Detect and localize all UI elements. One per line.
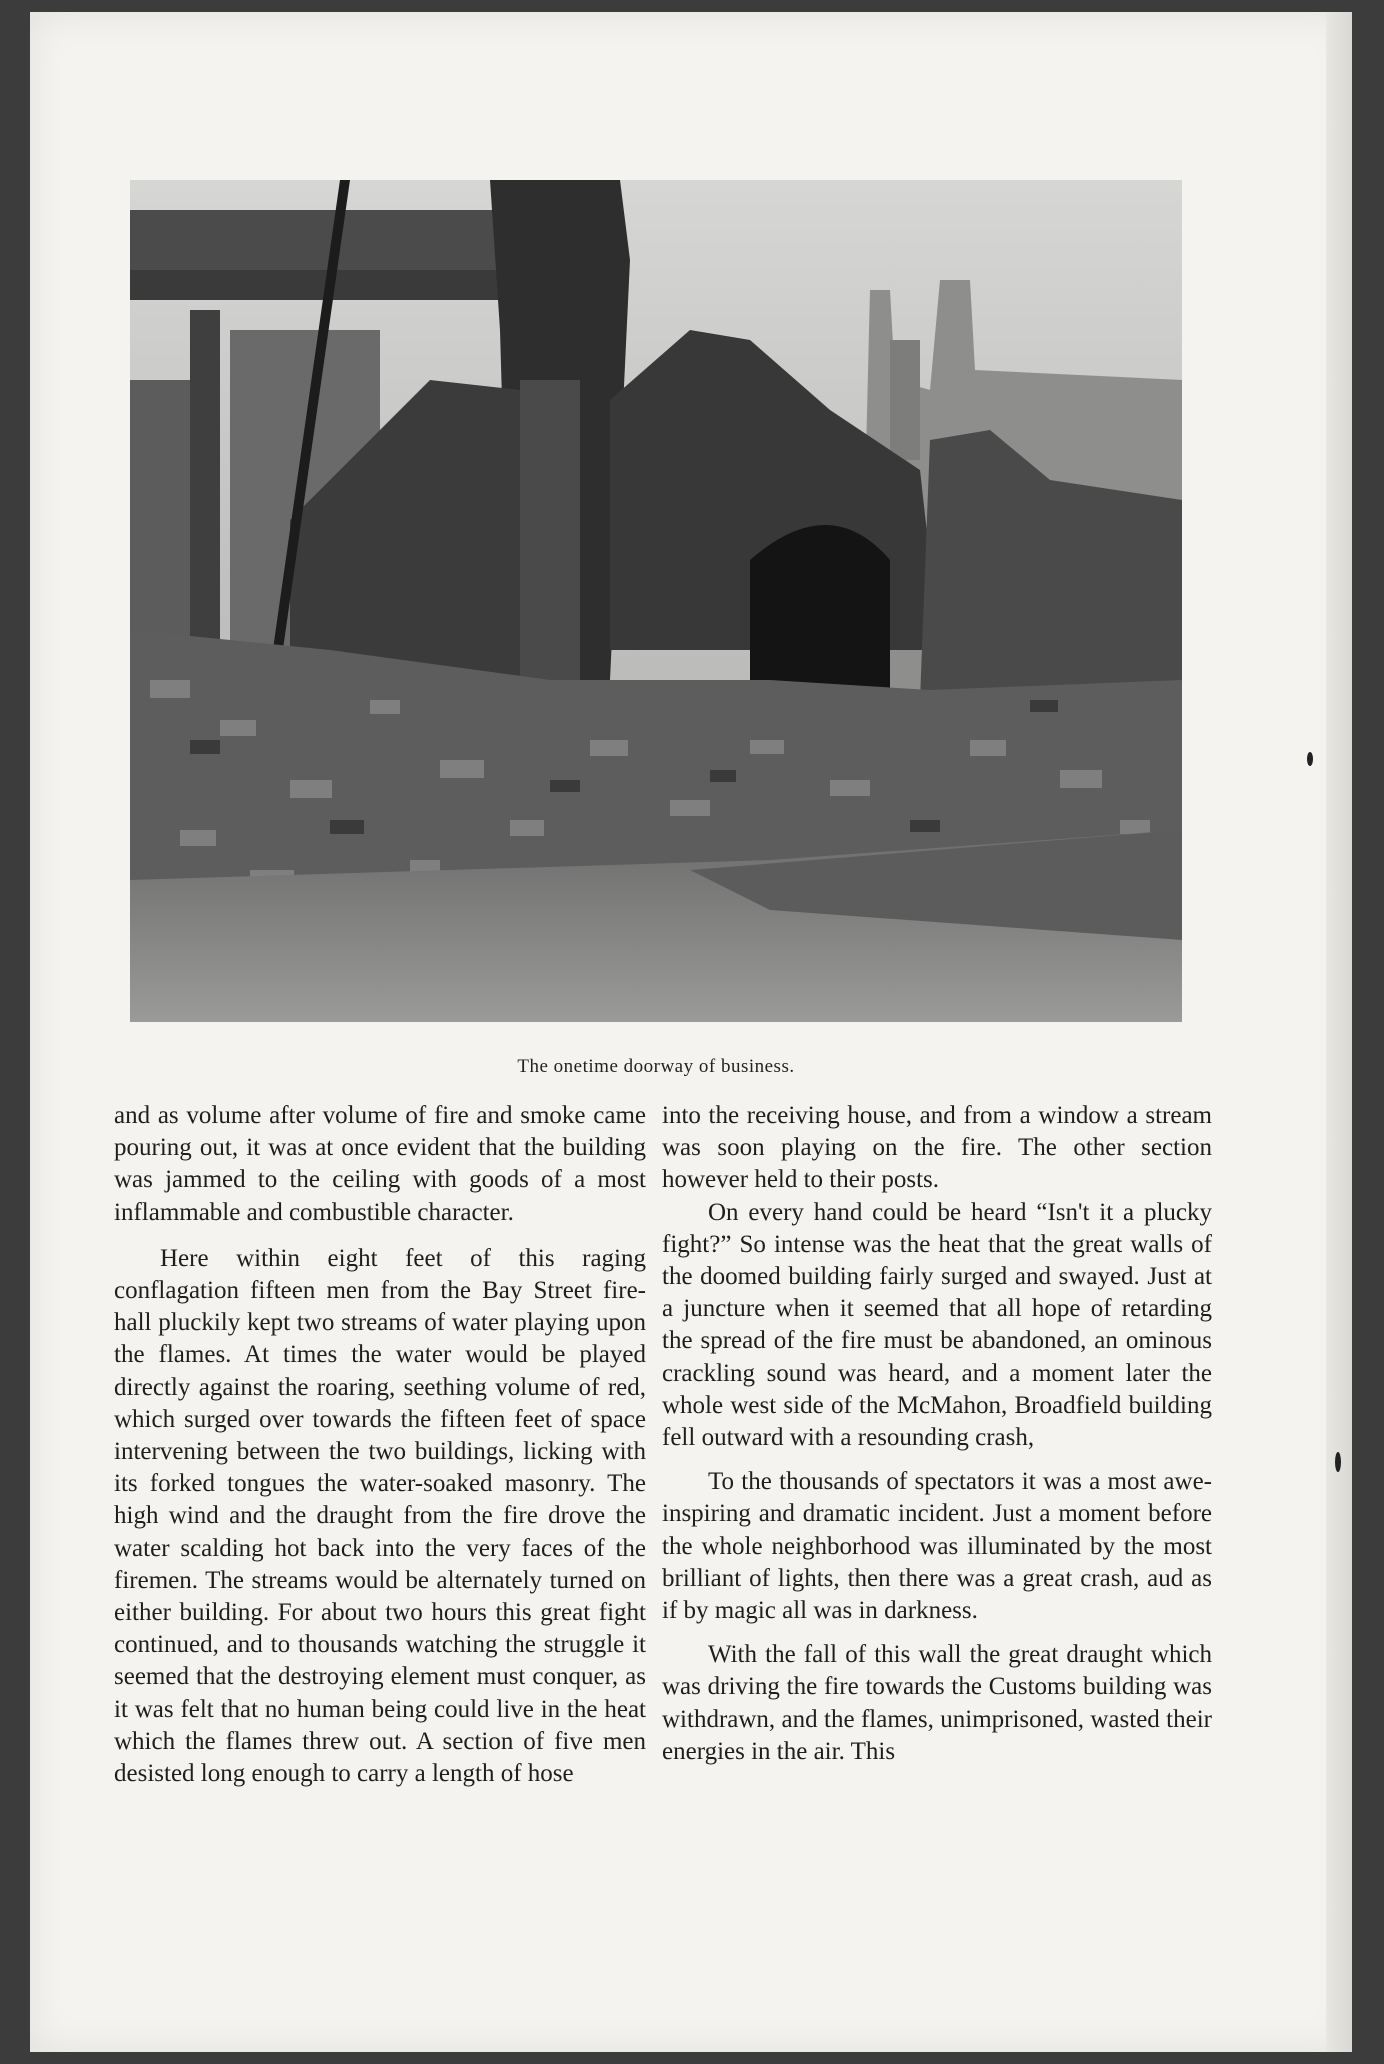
left-column xyxy=(114,1100,646,1790)
right-column xyxy=(662,1100,1212,1768)
ruins-photograph xyxy=(130,180,1182,1022)
paragraph: into the receiving house, and from a window a stream was soon playing on the fire. The other section however held to their posts. xyxy=(662,1102,1212,1194)
scan-mark xyxy=(1335,1452,1341,1472)
page-edge xyxy=(1326,12,1352,2052)
scan-mark xyxy=(1307,752,1313,766)
paragraph: On every hand could be heard “Isn't it a plucky fight?” So intense was the heat that the great walls of the doomed building fairly surged and swayed. Just at a juncture when it seemed that all hope of retarding the spread of the fire must be abandoned, an ominous crackling sound was heard, and a moment later the whole west side of the McMahon, Broadfield building fell outward with a resounding crash, xyxy=(662,1198,1212,1452)
paragraph: With the fall of this wall the great draught which was driving the fire towards the Customs building was withdrawn, and the flames, unimprisoned, wasted their energies in the air. This xyxy=(662,1641,1212,1765)
paragraph: To the thousands of spectators it was a most awe-inspiring and dramatic incident. Just a moment before the whole neighborhood was illuminated by the most brilliant of lights, then there was a great crash, aud as if by magic all was in darkness. xyxy=(662,1468,1212,1625)
figure-caption: The onetime doorway of business. xyxy=(517,1056,795,1077)
paragraph: and as volume after volume of fire and smoke came pouring out, it was at once evident that the building was jammed to the ceiling with goods of a most inflammable and combustible character. xyxy=(114,1102,646,1226)
document-page xyxy=(30,12,1352,2052)
paragraph: Here within eight feet of this raging conflagation fifteen men from the Bay Street fire-hall pluckily kept two streams of water playing upon the flames. At times the water would be played directly against the roaring, seething volume of red, which surged over towards the fifteen feet of space intervening between the two buildings, licking with its forked tongues the water-soaked masonry. The high wind and the draught from the fire drove the water scalding hot back into the very faces of the firemen. The streams would be alternately turned on either building. For about two hours this great fight continued, and to thousands watching the struggle it seemed that the destroying element must conquer, as it was felt that no human being could live in the heat which the flames threw out. A section of five men desisted long enough to carry a length of hose xyxy=(114,1244,646,1788)
photo-illustration xyxy=(130,180,1182,1022)
